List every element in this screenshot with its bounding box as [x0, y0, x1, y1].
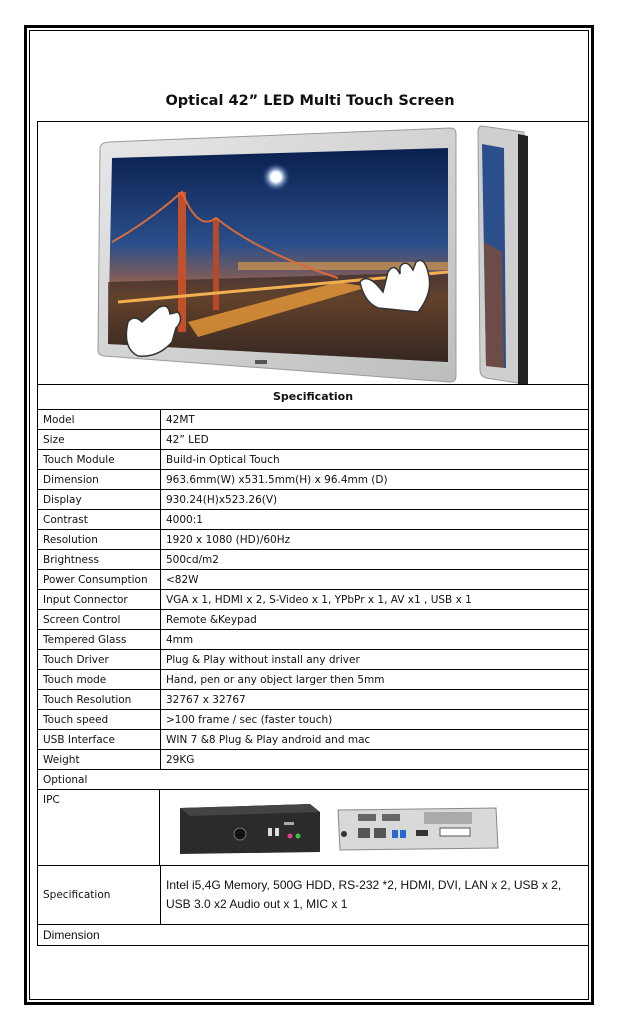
spec-heading: Specification [38, 385, 588, 410]
spec-key: Contrast [38, 510, 161, 529]
spec-key: Dimension [38, 470, 161, 489]
spec-row [38, 690, 588, 710]
spec-row [38, 650, 588, 670]
spec-row [38, 430, 588, 450]
spec-row [38, 730, 588, 750]
spec-key: USB Interface [38, 730, 161, 749]
spec-value: <82W [166, 573, 199, 586]
ipc-row [38, 790, 588, 866]
spec-row [38, 670, 588, 690]
spec-row [38, 590, 588, 610]
optional-label: Optional [43, 773, 88, 786]
spec-row [38, 530, 588, 550]
ipc-front-icon [180, 804, 320, 854]
spec-table [37, 121, 589, 946]
spec-key: Power Consumption [38, 570, 161, 589]
spec-value: 29KG [166, 753, 195, 766]
spec-row [38, 470, 588, 490]
spec-value: >100 frame / sec (faster touch) [166, 713, 333, 726]
spec-row [38, 450, 588, 470]
spec-key: Resolution [38, 530, 161, 549]
spec-key: Weight [38, 750, 161, 769]
spec-value: Remote &Keypad [166, 613, 257, 626]
ipc-back-icon [338, 808, 498, 850]
spec-rows [38, 410, 588, 770]
spec-row [38, 510, 588, 530]
spec-row [38, 750, 588, 770]
ipc-label: IPC [38, 790, 160, 865]
optional-row [38, 770, 588, 790]
spec-key: Touch speed [38, 710, 161, 729]
spec-row [38, 410, 588, 430]
spec-row [38, 710, 588, 730]
spec-value: 500cd/m2 [166, 553, 219, 566]
spec-value: Hand, pen or any object larger then 5mm [166, 673, 385, 686]
spec-row [38, 490, 588, 510]
spec-key: Display [38, 490, 161, 509]
spec-key: Model [38, 410, 161, 429]
spec-row [38, 570, 588, 590]
spec-value: 42MT [166, 413, 195, 426]
spec-key: Screen Control [38, 610, 161, 629]
spec-row [38, 630, 588, 650]
ipc-spec-label: Specification [38, 866, 161, 924]
ipc-spec-row [38, 866, 588, 925]
touch-screen-illustration [38, 122, 588, 384]
spec-value: VGA x 1, HDMI x 2, S-Video x 1, YPbPr x 1, AV x1 , USB x 1 [166, 593, 472, 606]
ipc-image [160, 790, 588, 865]
spec-key: Tempered Glass [38, 630, 161, 649]
spec-value: 963.6mm(W) x531.5mm(H) x 96.4mm (D) [166, 473, 388, 486]
spec-key: Touch mode [38, 670, 161, 689]
spec-key: Touch Driver [38, 650, 161, 669]
spec-key: Size [38, 430, 161, 449]
spec-value: Plug & Play without install any driver [166, 653, 360, 666]
page-title: Optical 42” LED Multi Touch Screen [165, 93, 455, 109]
dimension-row [38, 925, 588, 945]
spec-key: Input Connector [38, 590, 161, 609]
spec-value: 32767 x 32767 [166, 693, 246, 706]
spec-value: 4000:1 [166, 513, 203, 526]
spec-value: 930.24(H)x523.26(V) [166, 493, 278, 506]
spec-value: 42” LED [166, 433, 209, 446]
spec-row [38, 610, 588, 630]
spec-row [38, 550, 588, 570]
spec-key: Brightness [38, 550, 161, 569]
spec-key: Touch Module [38, 450, 161, 469]
dimension-label: Dimension [43, 928, 100, 942]
spec-value: 4mm [166, 633, 194, 646]
spec-key: Touch Resolution [38, 690, 161, 709]
spec-value: 1920 x 1080 (HD)/60Hz [166, 533, 291, 546]
spec-value: WIN 7 &8 Plug & Play android and mac [166, 733, 371, 746]
spec-value: Build-in Optical Touch [166, 453, 280, 466]
ipc-spec-value: Intel i5,4G Memory, 500G HDD, RS-232 *2, HDMI, DVI, LAN x 2, USB x 2, USB 3.0 x2 Audio out x 1, MIC x 1 [166, 878, 562, 911]
product-image [38, 122, 588, 385]
